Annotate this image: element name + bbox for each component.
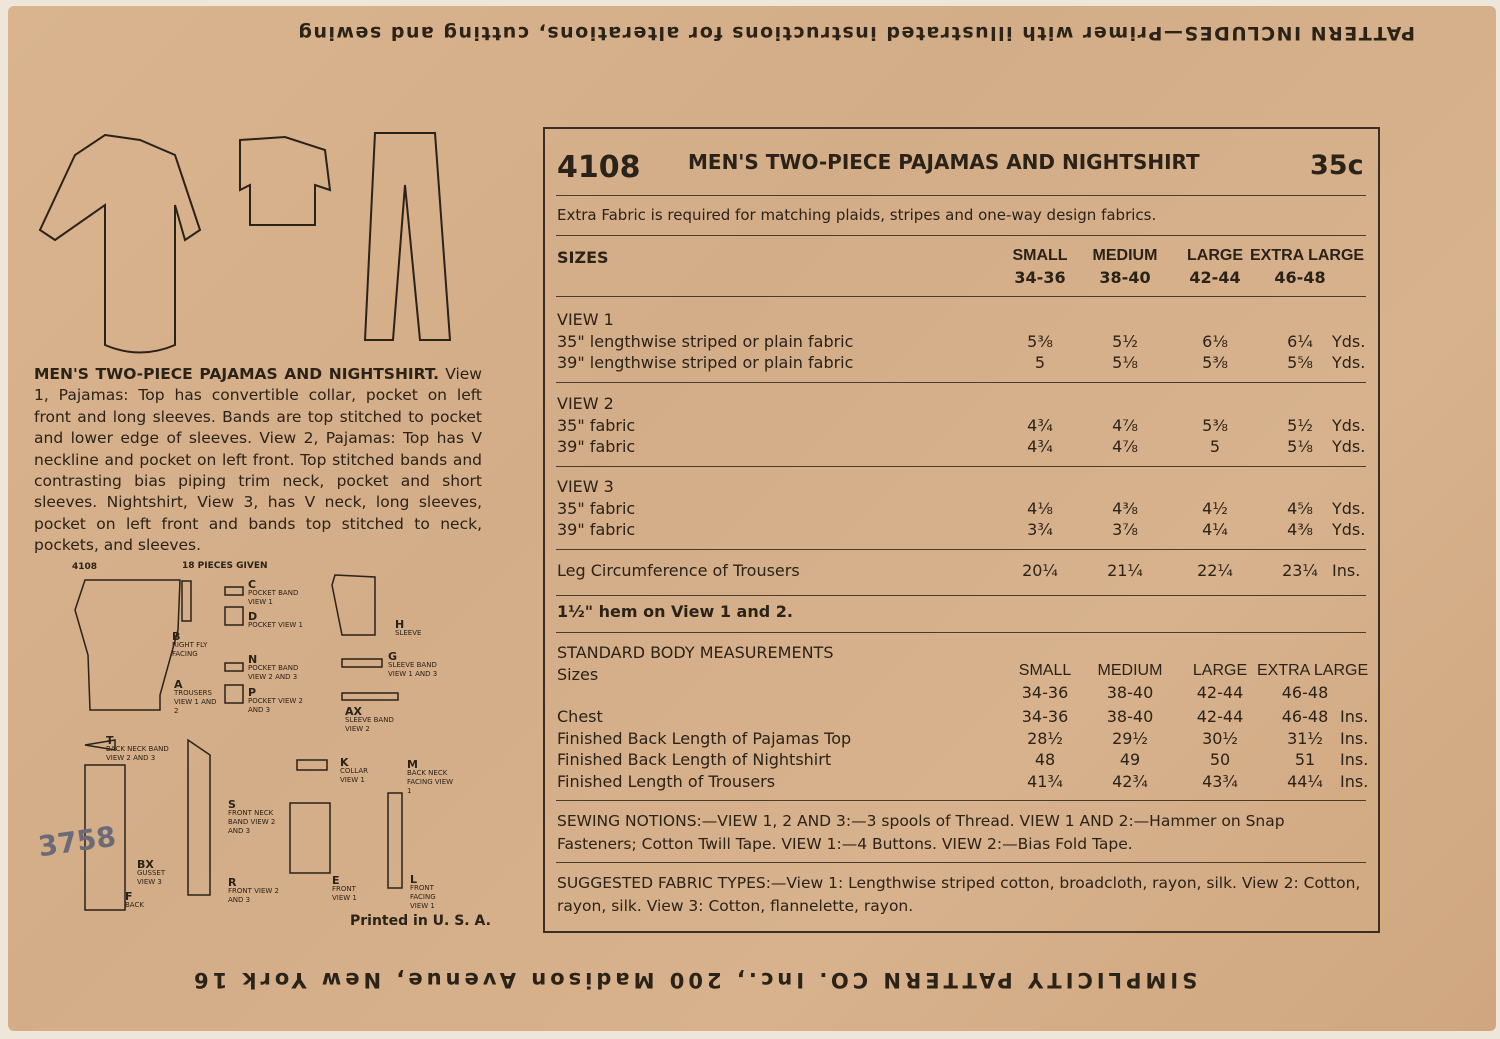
- yardage-value: 5⅜: [1202, 353, 1228, 372]
- size-name: LARGE: [1187, 247, 1243, 264]
- piece-M: M BACK NECK FACING VIEW 1: [407, 758, 454, 795]
- leg-value: 22¼: [1197, 561, 1233, 580]
- yardage-value: 5: [1209, 437, 1221, 456]
- piece-D: D POCKET VIEW 1: [248, 610, 304, 629]
- fabric-row-label: 35" fabric: [557, 499, 636, 518]
- yardage-value: 5⅝: [1287, 353, 1313, 372]
- piece-A: A TROUSERS VIEW 1 AND 2: [174, 678, 217, 715]
- yardage-value: 5½: [1112, 332, 1138, 351]
- yardage-value: 5⅛: [1112, 353, 1138, 372]
- measurement-value: 28½: [1027, 728, 1063, 748]
- bottom-flap-text: SIMPLICITY PATTERN CO. Inc., 200 Madison Avenue, New York 16: [190, 968, 1198, 992]
- body-size-range: 46-48: [1281, 683, 1329, 702]
- piece-C: C POCKET BAND VIEW 1: [248, 578, 299, 606]
- body-size-range: 42-44: [1196, 683, 1244, 702]
- view-title: VIEW 3: [557, 477, 614, 496]
- hem-note: 1½" hem on View 1 and 2.: [557, 602, 793, 621]
- body-row-label: Finished Back Length of Nightshirt: [557, 750, 832, 769]
- measurement-value: 42-44: [1196, 707, 1244, 726]
- size-name: SMALL: [1012, 247, 1068, 264]
- unit: Yds.: [1332, 332, 1366, 351]
- piece-F: F BACK: [125, 890, 144, 909]
- pieces-count: 18 PIECES GIVEN: [182, 561, 268, 571]
- pattern-number: 4108: [557, 150, 641, 185]
- yardage-value: 4¾: [1027, 416, 1053, 435]
- piece-BX: BX GUSSET VIEW 3: [137, 858, 166, 886]
- body-row-label: Finished Length of Trousers: [557, 771, 776, 791]
- piece-G: G SLEEVE BAND VIEW 1 AND 3: [388, 650, 438, 678]
- body-sizes-label: Sizes: [557, 665, 599, 684]
- unit: Yds.: [1332, 437, 1366, 456]
- yardage-value: 4½: [1202, 499, 1228, 518]
- size-range: 46-48: [1274, 268, 1326, 287]
- view-title: VIEW 2: [557, 394, 614, 413]
- yardage-value: 3¾: [1027, 520, 1053, 539]
- yardage-value: 4¼: [1202, 520, 1228, 539]
- size-name: MEDIUM: [1092, 247, 1158, 264]
- piece-R: R FRONT VIEW 2 AND 3: [228, 876, 280, 904]
- pattern-title: MEN'S TWO-PIECE PAJAMAS AND NIGHTSHIRT: [688, 150, 1200, 174]
- yardage-value: 6⅛: [1202, 332, 1228, 351]
- top-flap-text: PATTERN INCLUDES—Primer with illustrated instructions for alterations, cutting and sewing: [296, 22, 1415, 44]
- piece-N: N POCKET BAND VIEW 2 AND 3: [248, 653, 299, 681]
- yardage-value: 5½: [1287, 416, 1313, 435]
- piece-S: S FRONT NECK BAND VIEW 2 AND 3: [228, 798, 276, 835]
- body-size-range: 38-40: [1106, 683, 1154, 702]
- measurement-value: 51: [1294, 750, 1316, 769]
- piece-E: E FRONT VIEW 1: [332, 874, 357, 902]
- size-range: 38-40: [1099, 268, 1151, 287]
- piece-B: B RIGHT FLY FACING: [172, 630, 208, 658]
- yardage-value: 6¼: [1287, 332, 1313, 351]
- unit: Yds.: [1332, 520, 1366, 539]
- fabric-row-label: 35" fabric: [557, 416, 636, 435]
- measurement-value: 49: [1119, 750, 1141, 769]
- piece-AX: AX SLEEVE BAND VIEW 2: [345, 705, 394, 733]
- measurement-value: 46-48: [1281, 707, 1329, 726]
- yardage-value: 4⅛: [1027, 499, 1053, 518]
- measurement-value: 31½: [1287, 728, 1323, 748]
- leg-value: 20¼: [1022, 561, 1058, 580]
- unit: Ins.: [1332, 561, 1361, 580]
- unit: Ins.: [1340, 750, 1369, 769]
- measurement-value: 43¾: [1202, 771, 1238, 791]
- leg-circumference-label: Leg Circumference of Trousers: [557, 561, 800, 580]
- piece-K: K COLLAR VIEW 1: [340, 756, 369, 784]
- body-size-name: SMALL: [1018, 662, 1072, 679]
- yardage-value: 3⅞: [1112, 520, 1138, 539]
- garment-illustration: [35, 125, 485, 365]
- description-title: MEN'S TWO-PIECE PAJAMAS AND NIGHTSHIRT.: [34, 365, 440, 383]
- fabric-row-label: 39" lengthwise striped or plain fabric: [557, 353, 854, 372]
- piece-P: P POCKET VIEW 2 AND 3: [248, 686, 304, 714]
- pattern-price: 35c: [1310, 150, 1364, 181]
- leg-value: 23¼: [1282, 561, 1318, 580]
- pieces-number: 4108: [72, 562, 98, 572]
- unit: Yds.: [1332, 416, 1366, 435]
- piece-L: L FRONT FACING VIEW 1: [410, 873, 436, 910]
- body-size-name: MEDIUM: [1097, 662, 1163, 679]
- yardage-value: 5⅜: [1027, 332, 1053, 351]
- measurement-value: 38-40: [1106, 707, 1154, 726]
- yardage-value: 5⅜: [1202, 416, 1228, 435]
- fabric-row-label: 39" fabric: [557, 520, 636, 539]
- yardage-value: 4⅞: [1112, 437, 1138, 456]
- body-measurements-title: STANDARD BODY MEASUREMENTS: [557, 643, 834, 662]
- leg-value: 21¼: [1107, 561, 1143, 580]
- measurement-value: 42¾: [1112, 771, 1148, 791]
- piece-T: T BACK NECK BAND VIEW 2 AND 3: [106, 734, 169, 762]
- body-size-name: LARGE: [1192, 662, 1248, 679]
- yardage-value: 4¾: [1027, 437, 1053, 456]
- description-body: View 1, Pajamas: Top has convertible collar, pocket on left front and long sleeves. Bands are top stitched to pocket and lower edge of sleeves. View 2, Pajamas: Top has V neckline and pocket on left front. Top stitched bands and contrasting bias piping trim neck, pocket and short sleeves. Nightshirt, View 3, has V neck, long sleeves, pocket on left front and bands top stitched to neck, pockets, and sleeves.: [34, 365, 482, 555]
- measurement-value: 29½: [1112, 728, 1148, 748]
- measurement-value: 50: [1209, 750, 1231, 769]
- view-title: VIEW 1: [557, 310, 614, 329]
- body-size-name: EXTRA LARGE: [1257, 662, 1369, 679]
- body-size-range: 34-36: [1021, 683, 1069, 702]
- measurement-value: 48: [1034, 750, 1056, 769]
- yardage-value: 4⅜: [1112, 499, 1138, 518]
- measurement-value: 34-36: [1021, 707, 1069, 726]
- size-range: 34-36: [1014, 268, 1066, 287]
- yardage-value: 4⅜: [1287, 520, 1313, 539]
- pattern-description: [34, 364, 482, 557]
- body-row-label: Finished Back Length of Pajamas Top: [557, 728, 852, 748]
- printed-in-usa: Printed in U. S. A.: [350, 913, 491, 929]
- extra-fabric-note: Extra Fabric is required for matching plaids, stripes and one-way design fabrics.: [557, 206, 1157, 224]
- size-name: EXTRA LARGE: [1250, 247, 1365, 264]
- stamp-number: 3758: [36, 819, 118, 864]
- size-range: 42-44: [1189, 268, 1241, 287]
- unit: Ins.: [1340, 728, 1369, 748]
- measurement-value: 41¾: [1027, 771, 1063, 791]
- body-row-label: Chest: [557, 707, 603, 726]
- measurement-value: 44¼: [1287, 771, 1323, 791]
- sizes-label: SIZES: [557, 248, 609, 267]
- measurement-value: 30½: [1202, 728, 1238, 748]
- unit: Yds.: [1332, 499, 1366, 518]
- yardage-value: 5⅛: [1287, 437, 1313, 456]
- fabric-row-label: 39" fabric: [557, 437, 636, 456]
- unit: Ins.: [1340, 771, 1369, 791]
- unit: Ins.: [1340, 707, 1369, 726]
- yardage-value: 4⅝: [1287, 499, 1313, 518]
- fabric-row-label: 35" lengthwise striped or plain fabric: [557, 332, 854, 351]
- unit: Yds.: [1332, 353, 1366, 372]
- yardage-value: 5: [1034, 353, 1046, 372]
- yardage-value: 4⅞: [1112, 416, 1138, 435]
- piece-H: H SLEEVE: [395, 618, 422, 637]
- suggested-fabrics: SUGGESTED FABRIC TYPES:—View 1: Lengthwise striped cotton, broadcloth, rayon, silk. View 2: Cotton, rayon, silk. View 3: Cotton, flannelette, rayon.: [557, 874, 1361, 915]
- sewing-notions: SEWING NOTIONS:—VIEW 1, 2 AND 3:—3 spools of Thread. VIEW 1 AND 2:—Hammer on Snap Fasteners; Cotton Twill Tape. VIEW 1:—4 Buttons. VIEW 2:—Bias Fold Tape.: [557, 812, 1285, 853]
